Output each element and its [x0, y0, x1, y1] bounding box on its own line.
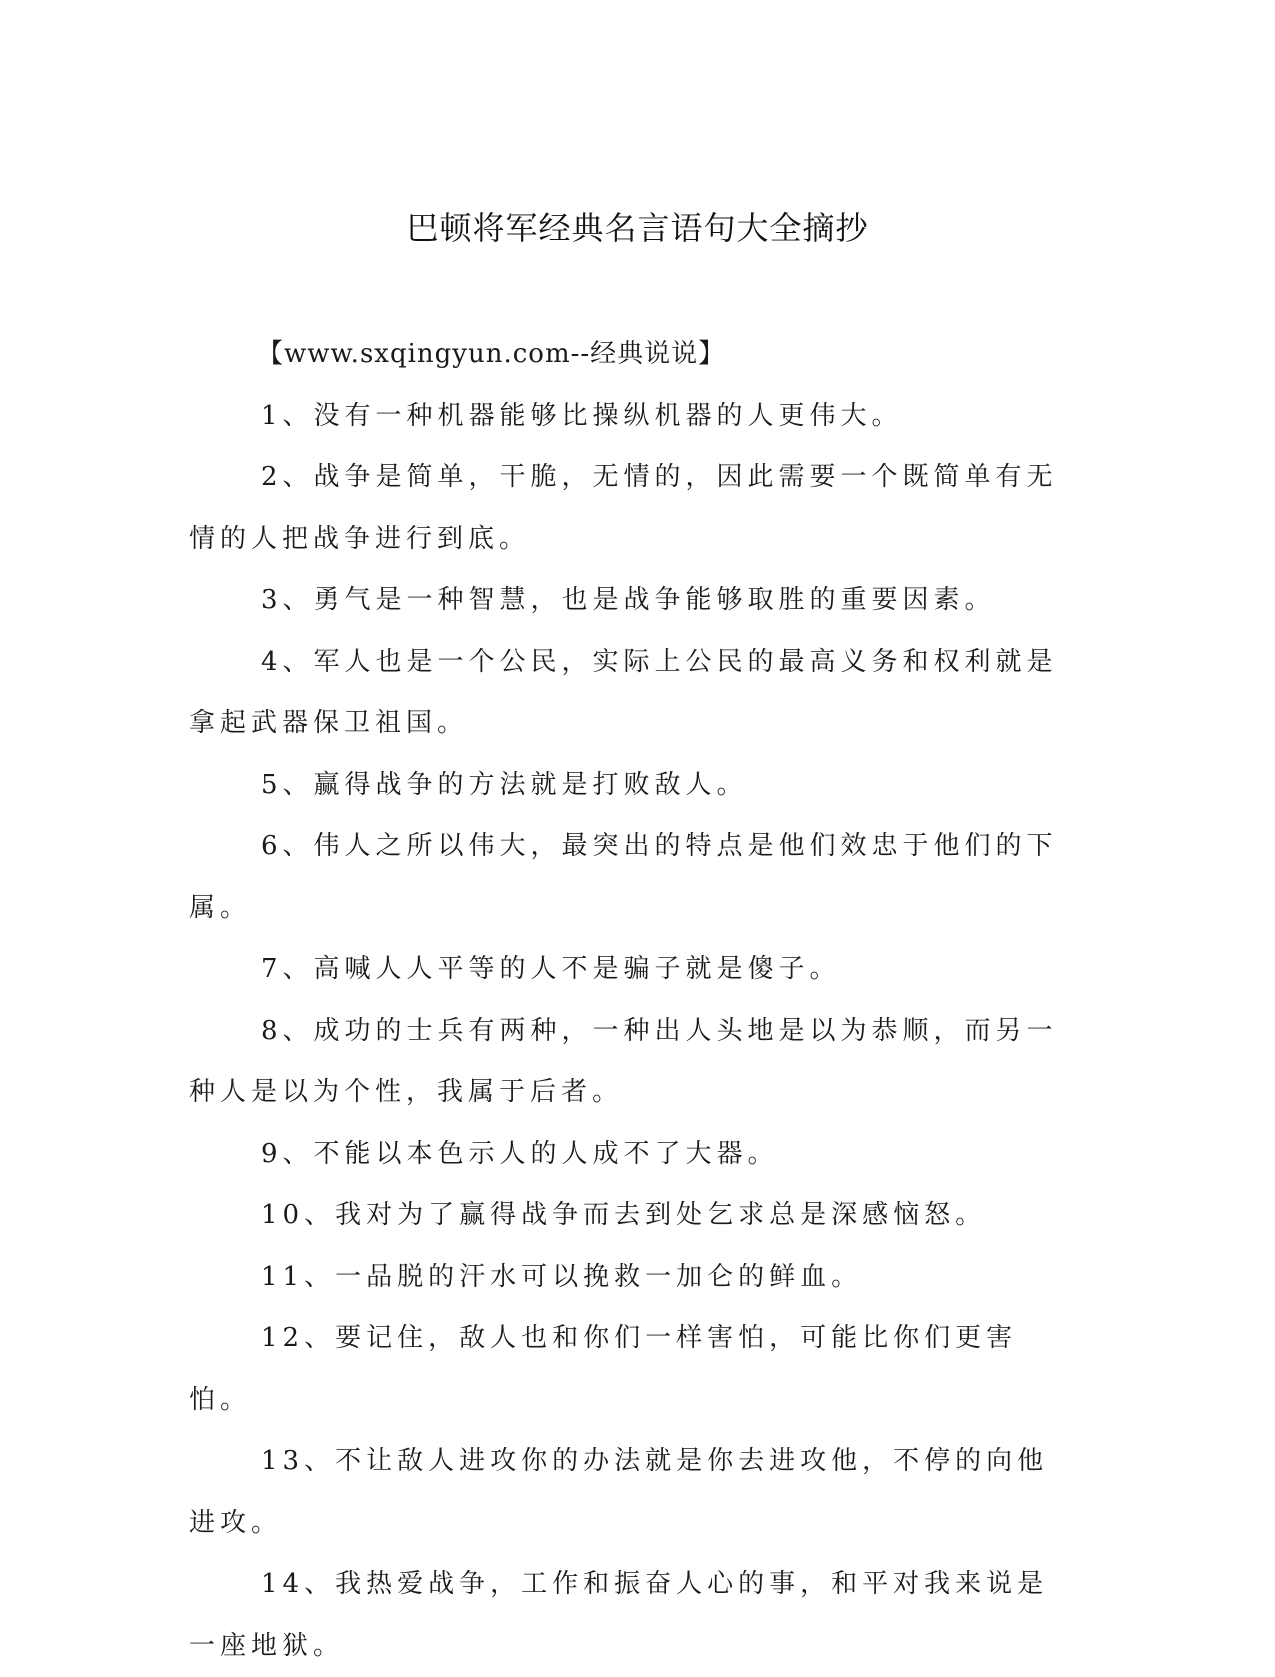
quote-paragraph: 3、勇气是一种智慧，也是战争能够取胜的重要因素。	[261, 585, 996, 615]
quote-paragraph: 12、要记住，敌人也和你们一样害怕，可能比你们更害怕。	[189, 1323, 1018, 1415]
quote-paragraph: 4、军人也是一个公民，实际上公民的最高义务和权利就是拿起武器保卫祖国。	[189, 646, 1058, 738]
quote-paragraph: 7、高喊人人平等的人不是骗子就是傻子。	[261, 954, 841, 984]
quote-paragraph: 2、战争是简单，干脆，无情的，因此需要一个既简单有无情的人把战争进行到底。	[189, 462, 1058, 554]
quote-paragraph: 10、我对为了赢得战争而去到处乞求总是深感恼怒。	[261, 1200, 987, 1230]
quote-paragraph: 8、成功的士兵有两种，一种出人头地是以为恭顺，而另一种人是以为个性，我属于后者。	[189, 1015, 1058, 1107]
document-title: 巴顿将军经典名言语句大全摘抄	[406, 209, 869, 247]
quote-paragraph: 5、赢得战争的方法就是打败敌人。	[261, 769, 748, 800]
quote-paragraph: 1、没有一种机器能够比操纵机器的人更伟大。	[261, 400, 903, 431]
quote-paragraph: 11、一品脱的汗水可以挽救一加仑的鲜血。	[261, 1261, 863, 1292]
source-line: 【www.sxqingyun.com--经典说说】	[257, 339, 726, 369]
document-body	[189, 324, 1069, 1677]
quote-paragraph: 13、不让敌人进攻你的办法就是你去进攻他，不停的向他进攻。	[189, 1446, 1049, 1538]
quote-paragraph: 6、伟人之所以伟大，最突出的特点是他们效忠于他们的下属。	[189, 831, 1058, 923]
quote-paragraph: 9、不能以本色示人的人成不了大器。	[261, 1138, 779, 1169]
quote-paragraph: 14、我热爱战争，工作和振奋人心的事，和平对我来说是一座地狱。	[189, 1569, 1049, 1661]
